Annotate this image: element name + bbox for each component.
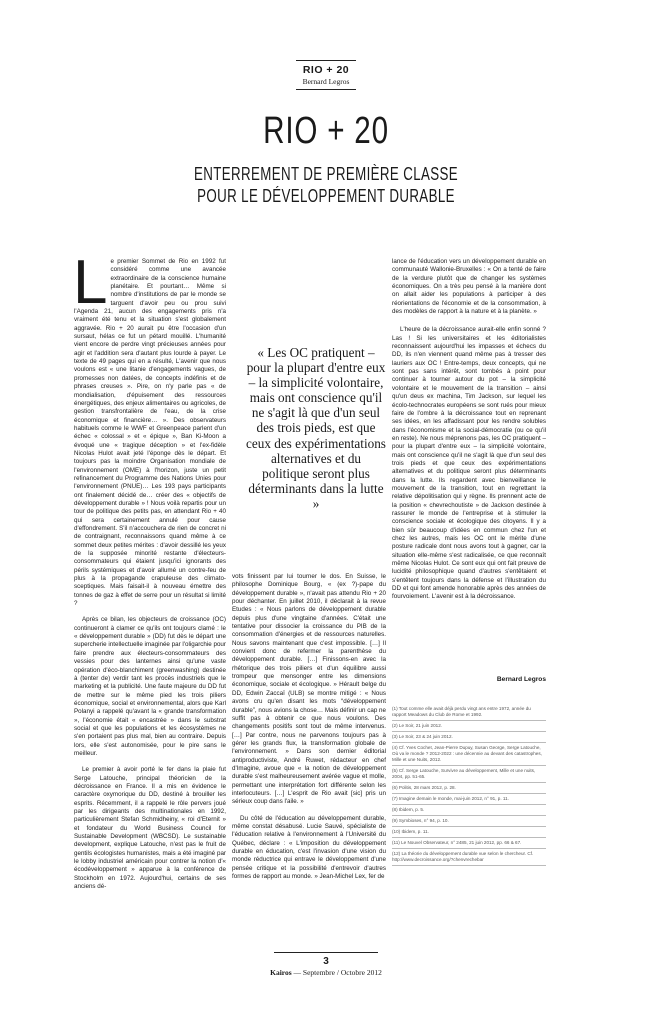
footer-credit — [0, 968, 652, 977]
footnote: (12) La théorie du développement durable vue selon le chercheur. Cf. http://www.decroissance.org/?chenvrechebar — [392, 849, 546, 866]
header-rule-bottom — [296, 89, 356, 90]
footnote: (8) Ibidem, p. 5. — [392, 805, 546, 816]
column-3 — [392, 258, 546, 602]
footnote: (5) Cf. Serge Latouche, Survivre au développement, Mille et une nuits, 2004, pp. 51-65. — [392, 766, 546, 783]
footer-rule — [274, 952, 378, 953]
footnote: (6) Politis, 28 mars 2012, p. 28. — [392, 783, 546, 794]
article-subtitle-line2: POUR LE DÉVELOPPEMENT DURABLE — [197, 186, 455, 206]
pull-quote: « Les OC pratiquent – pour la plupart d'entre eux – la simplicité volontaire, mais ont conscience qu'il ne s'agit là que d'un seul des trois pieds, est que ceux des expérimentations alternatives et du politique seront plus déterminants dans la lutte » — [246, 345, 386, 511]
article-title: RIO + 20 — [263, 110, 389, 152]
paragraph: Le premier Sommet de Rio en 1992 fut considéré comme une avancée extraordinaire de la conscience humaine planétaire. Et pourtant… Même si nombre d'institutions de par le monde se targuent d'avoir peu ou prou suivi l'Agenda 21, aucun des engagements pris n'a vraiment été tenu et la situation s'est globalement aggravée. Rio + 20 aurait pu être l'occasion d'un sursaut, hélas ce fut un pétard mouillé. L'humanité vient encore de perdre vingt précieuses années pour agir et l'addition sera d'autant plus lourde à payer. Le texte de 49 pages qui en a résulté, L'avenir que nous voulons est « une litanie d'engagements vagues, de promesses non datées, de concepts indéfinis et de phrases creuses ». Pire, on n'y parle pas « de mondialisation, d'épuisement des ressources énergétiques, des enjeux alimentaires ou agricoles, de gestion transfrontalière de l'eau, de la crise économique et financière… ». Des observateurs habituels comme le WWF et Greenpeace parlent d'un échec « colossal » et « épique », Ban Ki-Moon a évoqué une « tragique déception » et l'ex-fidèle Nicolas Hulot avait jeté l'éponge dès le départ. Et toujours pas la moindre Organisation mondiale de l'environnement (OME) à l'horizon, juste un petit refinancement du Programme des Nations Unies pour l'environnement (PNUE)… Les 193 pays participants ont finalement décidé de… créer des « objectifs de développement durable » ! Nous voilà repartis pour un tour de politique des petits pas, en attendant Rio + 40 qui sera certainement annulé pour cause d'effondrement. S'il n'accouchera de rien de concret ni de contraignant, reconnaissons quand même à ce sommet deux petites mérites : d'avoir dessillé les yeux de la supposée minorité restante d'électeurs-consommateurs qui étaient jusqu'ici ignorants des périls systémiques et d'avoir allumé un contre-feu de plus à la propagande crapuleuse des climato-sceptiques. Mais faisait-il à nouveau émettre des tonnes de gaz à effet de serre pour un résultat si limité ? — [73, 248, 226, 608]
article-subtitle-line1: ENTERREMENT DE PREMIÈRE CLASSE — [194, 164, 458, 184]
footnote: (1) Tout comme elle avait déjà perdu vingt ans entre 1972, année du rapport Meadows du Club de Rome et 1992. — [392, 704, 546, 721]
page-number: 3 — [323, 956, 329, 967]
footnote: (7) Imagine demain le monde, mai-juin 2012, n° 91, p. 11. — [392, 794, 546, 805]
paragraph: vots finissent par lui tourner le dos. En Suisse, le philosophe Dominique Bourg, « (ex ?)-pape du développement durable », n'avait pas attendu Rio + 20 pour déchanter. En juillet 2010, il déclarait à la revue Etudes : « Nous parlons de développement durable depuis plus d'une vingtaine d'années. C'était une tentative pour dissocier la croissance du PIB de la consommation d'énergies et de ressources naturelles. Nous savons maintenant que c'est impossible. […] Il convient donc de refermer la parenthèse du développement durable. […] Finissons-en avec la rhétorique des trois piliers et d'un équilibre aussi trompeur que mensonger entre les dimensions économique, sociale et écologique. » Hérault belge du DD, Edwin Zaccaï (ULB) se montre mitigé : « Nous avons cru qu'en disant les mots “développement durable”, nous avions la chose… Mais définir un cap ne suffit pas à obtenir ce que nous voulons. Des changements positifs sont tout de même intervenus. […] Par contre, nous ne parvenons toujours pas à gérer les grands flux, la transformation globale de l'environnement. » Dans son dernier éditorial antiproductiviste, André Ruwet, rédacteur en chef d'Imagine, avoue que « la notion de développement durable s'est malheureusement avérée vague et molle, permettant une interprétation fort différente selon les interlocuteurs. […] L'esprit de Rio avait [sic] pris un sérieux coup dans l'aile. » — [232, 573, 386, 806]
column-1 — [73, 248, 226, 891]
footnote: (11) Le Nouvel Observateur, n° 2485, 21 juin 2012, pp. 66 & 67. — [392, 838, 546, 849]
running-header-title: RIO + 20 — [302, 64, 350, 76]
footnote: (3) Le Soir, 23 & 24 juin 2012. — [392, 732, 546, 743]
paragraph: Après ce bilan, les objecteurs de croissance (OC) continueront à clamer ce qu'ils ont toujours clamé : le « développement durable » (DD) fut dès le départ une supercherie intellectuelle imaginée par l'oligarchie pour faire prendre aux électeurs-consommateurs des vessies pour des lanternes ainsi qu'une vaste opération d'éco-blanchiment (greenwashing) destinée à (tenter de) verdir tant les procès industriels que le marketing et la publicité. Une faute majeure du DD fut de mettre sur le même pied les trois piliers économique, social et environnemental, alors que Karl Polanyi a rappelé qu'avant la « grande transformation », l'économie était « encastrée » dans le substrat social et que les populations et les écosystèmes ne s'en portaient pas plus mal, bien au contraire. Depuis lors, elle s'est autonomisée, pour le pire sans le meilleur. — [74, 616, 226, 757]
author-signature: Bernard Legros — [496, 676, 546, 683]
footnote: (10) Ibidem, p. 11. — [392, 827, 546, 838]
footnote: (2) Le Soir, 21 juin 2012. — [392, 721, 546, 732]
header-rule-top — [296, 60, 356, 61]
paragraph: lance de l'éducation vers un développement durable en communauté Wallonie-Bruxelles : « On a tenté de faire de la verdure plutôt que de changer les systèmes économiques. On a très peu pensé à la manière dont on allait aider les populations à participer à des réorientations de l'économie et de la consommation, à des modèles de rapport à la nature et à la planète. » — [392, 258, 546, 316]
drop-cap: L — [73, 248, 108, 317]
paragraph: Du côté de l'éducation au développement durable, même constat désabusé. Lucie Sauvé, spécialiste de l'éducation relative à l'environnement à l'Université du Québec, déclare : « L'imposition du développement durable en éducation, c'est l'invasion d'une vision du monde réductrice qui entrave le développement d'une pensée critique et la possibilité d'entrevoir d'autres formes de rapport au monde. » Jean-Michel Lex, fer de — [232, 814, 386, 881]
paragraph: Le premier à avoir porté le fer dans la plaie fut Serge Latouche, principal théoricien de la décroissance en France. Il a mis en évidence le caractère oxymorique du DD, destiné à brouiller les esprits. Récemment, il a rappelé le rôle pervers joué par les dirigeants des multinationales en 1992, particulièrement Stefan Schmidheiny, « roi d'Eternit » et fondateur du World Business Council for Sustainable Development (WBCSD). Le sustainable development, explique Latouche, n'est pas le fruit de gentils écologistes humanistes, mais a été imaginé par le lobby industriel américain pour contrer la notion d'« écodéveloppement » apparue à la conférence de Stockholm en 1972. Aujourd'hui, certains de ses anciens dé- — [74, 766, 226, 891]
footnote: (9) Symbioses, n° 94, p. 10. — [392, 816, 546, 827]
issue-date: — Septembre / Octobre 2012 — [291, 968, 382, 977]
footnote: (4) Cf. Yves Cochet, Jean-Pierre Dupuy, Susan George, Serge Latouche, Où va le monde ? 2012-2022 : une décennie au devant des catastrophes, Mille et une Nuits, 2012. — [392, 743, 546, 766]
footnotes — [392, 704, 546, 866]
paragraph: L'heure de la décroissance aurait-elle enfin sonné ? Las ! Si les universitaires et les éditorialistes reconnaissent aujourd'hui les impasses et échecs du DD, ils n'en viennent quand même pas à tresser des lauriers aux OC ! Entre-temps, deux concepts, qui ne sont pas sans intérêt, sont tombés à point pour continuer à tourner autour du pot – la simplicité volontaire et le mouvement de la transition – ainsi qu'un deus ex machina, Tim Jackson, sur lequel les écolo-technocrates européens se sont rués pour mieux faire de l'ombre à la décroissance tout en reprenant ses idées, en les affadissant pour les rendre solubles dans l'économisme et la social-démocratie (ou ce qu'il en reste). Ne nous méprenons pas, les OC pratiquent – pour la plupart d'entre eux – la simplicité volontaire, mais ont conscience qu'il ne s'agit là que d'un seul des trois pieds et que ceux des expérimentations alternatives et du politique seront plus déterminants dans la lutte. Ils regardent avec bienveillance le mouvement de la transition, tout en regrettant la relative dépolitisation qui y règne. Ils prennent acte de la position « chevrechoutiste » de Jackson destinée à rassurer le monde de l'entreprise et à stimuler la conscience sociale et écologique des citoyens. Il y a bien sûr beaucoup d'idées en commun chez l'un et chez les autres, mais les OC ont le mérite d'une posture radicale dont nous avons tout à gagner, car la situation elle-même s'est radicalisée, ce que reconnaît même Nicolas Hulot. Ce sont eux qui ont fait preuve de lucidité philosophique quand d'autres s'entêtaient et s'entêtent toujours dans la défense et l'illustration du DD et qui font amende honorable après des années de fourvoiement. L'avenir est à la décroissance. — [392, 326, 546, 601]
running-header-author: Bernard Legros — [302, 77, 350, 86]
column-2 — [232, 573, 386, 881]
magazine-name: Kairos — [270, 968, 292, 977]
